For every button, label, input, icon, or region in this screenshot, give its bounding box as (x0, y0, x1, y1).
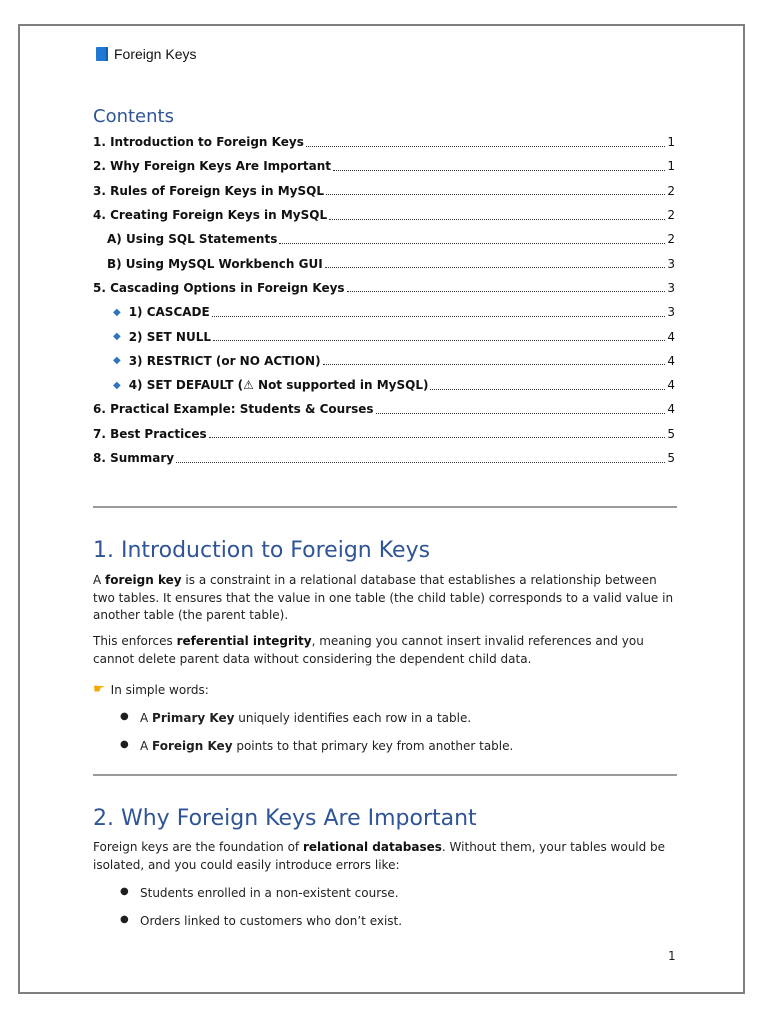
toc-entry[interactable]: ◆ 4) SET DEFAULT (⚠ Not supported in MySQL) 4 (113, 378, 675, 393)
page-number: 1 (668, 949, 676, 963)
toc-entry[interactable]: 6. Practical Example: Students & Courses 4 (93, 402, 675, 417)
section-1-heading: 1. Introduction to Foreign Keys (93, 538, 431, 563)
toc-entry[interactable]: 3. Rules of Foreign Keys in MySQL 2 (93, 183, 675, 198)
table-of-contents (93, 130, 675, 470)
toc-entry[interactable]: ◆ 3) RESTRICT (or NO ACTION) 4 (113, 353, 675, 368)
toc-entry[interactable]: B) Using MySQL Workbench GUI 3 (107, 256, 675, 271)
list-item: ● Students enrolled in a non-existent course. (120, 886, 399, 900)
toc-entry[interactable]: 7. Best Practices 5 (93, 426, 675, 441)
book-icon (96, 47, 108, 61)
section-2-paragraph-1: Foreign keys are the foundation of relational databases. Without them, your tables would be isolated, and you could easily introduce errors like: (93, 840, 666, 872)
header-title: Foreign Keys (114, 46, 197, 62)
diamond-bullet-icon: ◆ (113, 379, 121, 391)
document-page (18, 24, 745, 994)
toc-entry[interactable]: 8. Summary 5 (93, 451, 675, 465)
toc-entry[interactable]: 1. Introduction to Foreign Keys 1 (93, 135, 675, 150)
simple-words-note: ☛ In simple words: (93, 682, 209, 697)
list-item: ● A Foreign Key points to that primary key from another table. (120, 738, 514, 753)
diamond-bullet-icon: ◆ (113, 355, 121, 367)
toc-entry[interactable]: A) Using SQL Statements 2 (107, 232, 675, 247)
diamond-bullet-icon: ◆ (113, 331, 121, 343)
warning-icon: ⚠ (243, 378, 254, 393)
toc-entry[interactable]: ◆ 2) SET NULL 4 (113, 329, 675, 344)
list-item: ● A Primary Key uniquely identifies each row in a table. (120, 711, 472, 725)
diamond-bullet-icon: ◆ (113, 306, 121, 318)
section-1-paragraph-2: This enforces referential integrity, meaning you cannot insert invalid references and you cannot delete parent data without considering the dependent child data. (93, 634, 644, 666)
toc-entry[interactable]: 5. Cascading Options in Foreign Keys 3 (93, 280, 675, 295)
toc-entry[interactable]: 2. Why Foreign Keys Are Important 1 (93, 159, 675, 174)
section-divider (93, 506, 677, 508)
section-1-paragraph-1: A foreign key is a constraint in a relational database that establishes a relationship between two tables. It ensures that the value in one table (the child table) corresponds to a valid value in another table (the parent table). (93, 573, 674, 622)
list-item: ● Orders linked to customers who don’t exist. (120, 913, 403, 928)
section-divider (93, 774, 677, 776)
pointing-hand-icon: ☛ (93, 682, 105, 697)
toc-entry[interactable]: 4. Creating Foreign Keys in MySQL 2 (93, 208, 675, 223)
section-2-bullets (120, 886, 402, 941)
document-header (96, 46, 196, 62)
section-1-bullets (120, 711, 513, 766)
section-2-heading: 2. Why Foreign Keys Are Important (93, 806, 477, 831)
toc-entry[interactable]: ◆ 1) CASCADE 3 (113, 305, 675, 320)
toc-title: Contents (93, 106, 174, 127)
